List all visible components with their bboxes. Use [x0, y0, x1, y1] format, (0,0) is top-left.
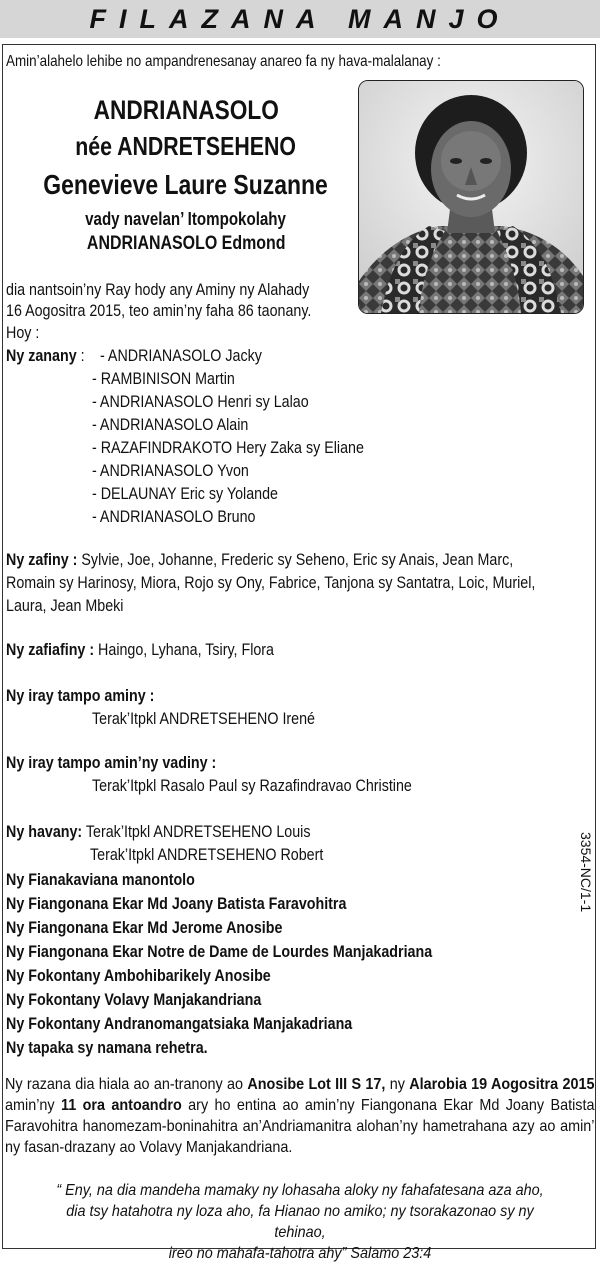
deceased-given-names: Genevieve Laure Suzanne	[43, 169, 329, 200]
zanany-item: - ANDRIANASOLO Yvon	[92, 461, 249, 480]
quote-line3: ireo no mahafa-tahotra ahy”	[168, 1245, 347, 1262]
funeral-text-3: amin’ny	[5, 1097, 61, 1114]
intro-text: Amin’alahelo lehibe no ampandrenesanay anareo fa ny hava-malalanay :	[6, 53, 441, 70]
zanany-label: Ny zanany	[6, 346, 77, 365]
deceased-maiden-name: née ANDRETSEHENO	[75, 131, 297, 161]
widow-of-name: ANDRIANASOLO Edmond	[86, 233, 286, 254]
portrait-photo	[358, 80, 584, 314]
funeral-paragraph	[5, 1074, 595, 1158]
organization-item: Ny Fokontany Ambohibarikely Anosibe	[6, 966, 271, 985]
hoy-text: Hoy :	[6, 323, 40, 342]
organization-item: Ny Fiangonana Ekar Md Jerome Anosibe	[6, 918, 283, 937]
iray-tampo-vadiny-text: Terak’Itpkl Rasalo Paul sy Razafindravao Christine	[92, 776, 412, 795]
funeral-text-4: ary ho entina ao amin’ny Fiangonana Ekar Md Joany Batista Faravohitra hanomezam-boninahitra an’Andriamanitra alohan’ny hametrahana azy ao amin’ ny fasan-drazany ao Volavy Manjakandriana.	[5, 1097, 595, 1156]
organization-item: Ny tapaka sy namana rehetra.	[6, 1038, 208, 1057]
zanany-item: - DELAUNAY Eric sy Yolande	[92, 484, 279, 503]
iray-tampo-aminy-text: Terak’Itpkl ANDRETSEHENO Irené	[92, 709, 315, 728]
quote-line1: “ Eny, na dia mandeha mamaky ny lohasaha aloky ny fahafatesana aza aho,	[56, 1182, 544, 1199]
organization-item: Ny Fiangonana Ekar Md Joany Batista Faravohitra	[6, 894, 347, 913]
iray-tampo-aminy-label: Ny iray tampo aminy :	[6, 686, 155, 705]
zafiny-label: Ny zafiny :	[6, 550, 78, 569]
zanany-item: - RAMBINISON Martin	[92, 369, 235, 388]
zanany-item: - ANDRIANASOLO Henri sy Lalao	[92, 392, 309, 411]
reference-code: 3354-NC/1-1	[578, 832, 594, 913]
quote-line2: dia tsy hatahotra ny loza aho, fa Hianao no amiko; ny tsorakazonao sy ny tehinao,	[66, 1203, 534, 1241]
funeral-place: Anosibe Lot III S 17,	[247, 1076, 386, 1093]
funeral-text-1: Ny razana dia hiala ao an-tranony ao	[5, 1076, 248, 1093]
organization-item: Ny Fokontany Andranomangatsiaka Manjakadriana	[6, 1014, 353, 1033]
funeral-text-2: ny	[385, 1076, 410, 1093]
widow-of-label: vady navelan’ Itompokolahy	[85, 209, 287, 229]
quote-reference: Salamo 23:4	[350, 1245, 432, 1262]
havany-label: Ny havany:	[6, 822, 83, 841]
zafiny-line2: Romain sy Harinosy, Miora, Rojo sy Ony, Fabrice, Tanjona sy Santatra, Loic, Muriel,	[6, 573, 536, 592]
header-bar	[0, 0, 600, 41]
funeral-date: Alarobia 19 Aogositra 2015	[409, 1076, 595, 1093]
organization-item: Ny Fokontany Volavy Manjakandriana	[6, 990, 262, 1009]
zafiny-line3: Laura, Jean Mbeki	[6, 596, 124, 615]
zanany-heading	[6, 346, 85, 366]
zafiafiny-text: Haingo, Lyhana, Tsiry, Flora	[98, 640, 275, 659]
portrait-image	[359, 81, 583, 313]
zanany-item: - ANDRIANASOLO Alain	[92, 415, 249, 434]
psalm-quote	[10, 1180, 590, 1264]
iray-tampo-vadiny-label: Ny iray tampo amin’ny vadiny :	[6, 753, 217, 772]
zanany-item: - ANDRIANASOLO Jacky	[100, 346, 262, 365]
zanany-colon: :	[76, 346, 85, 365]
organization-item: Ny Fianakaviana manontolo	[6, 870, 195, 889]
deceased-surname: ANDRIANASOLO	[93, 95, 279, 125]
zanany-item: - ANDRIANASOLO Bruno	[92, 507, 256, 526]
death-notice-line1: dia nantsoin’ny Ray hody any Aminy ny Alahady	[6, 280, 310, 299]
death-notice-line2: 16 Aogositra 2015, teo amin’ny faha 86 taonany.	[6, 301, 312, 320]
zafiny-line1	[6, 550, 513, 570]
zafiny-text-1: Sylvie, Joe, Johanne, Frederic sy Seheno, Eric sy Anais, Jean Marc,	[81, 550, 514, 569]
organization-item: Ny Fiangonana Ekar Notre de Dame de Lourdes Manjakadriana	[6, 942, 433, 961]
havany-text-1: Terak’Itpkl ANDRETSEHENO Louis	[85, 822, 311, 841]
zafiafiny-line	[6, 640, 274, 660]
zafiafiny-label: Ny zafiafiny :	[6, 640, 95, 659]
funeral-time: 11 ora antoandro	[60, 1097, 182, 1114]
zanany-item: - RAZAFINDRAKOTO Hery Zaka sy Eliane	[92, 438, 364, 457]
havany-line2: Terak’Itpkl ANDRETSEHENO Robert	[90, 845, 324, 864]
havany-line1	[6, 822, 311, 842]
page-title: FILAZANA MANJO	[89, 4, 511, 34]
